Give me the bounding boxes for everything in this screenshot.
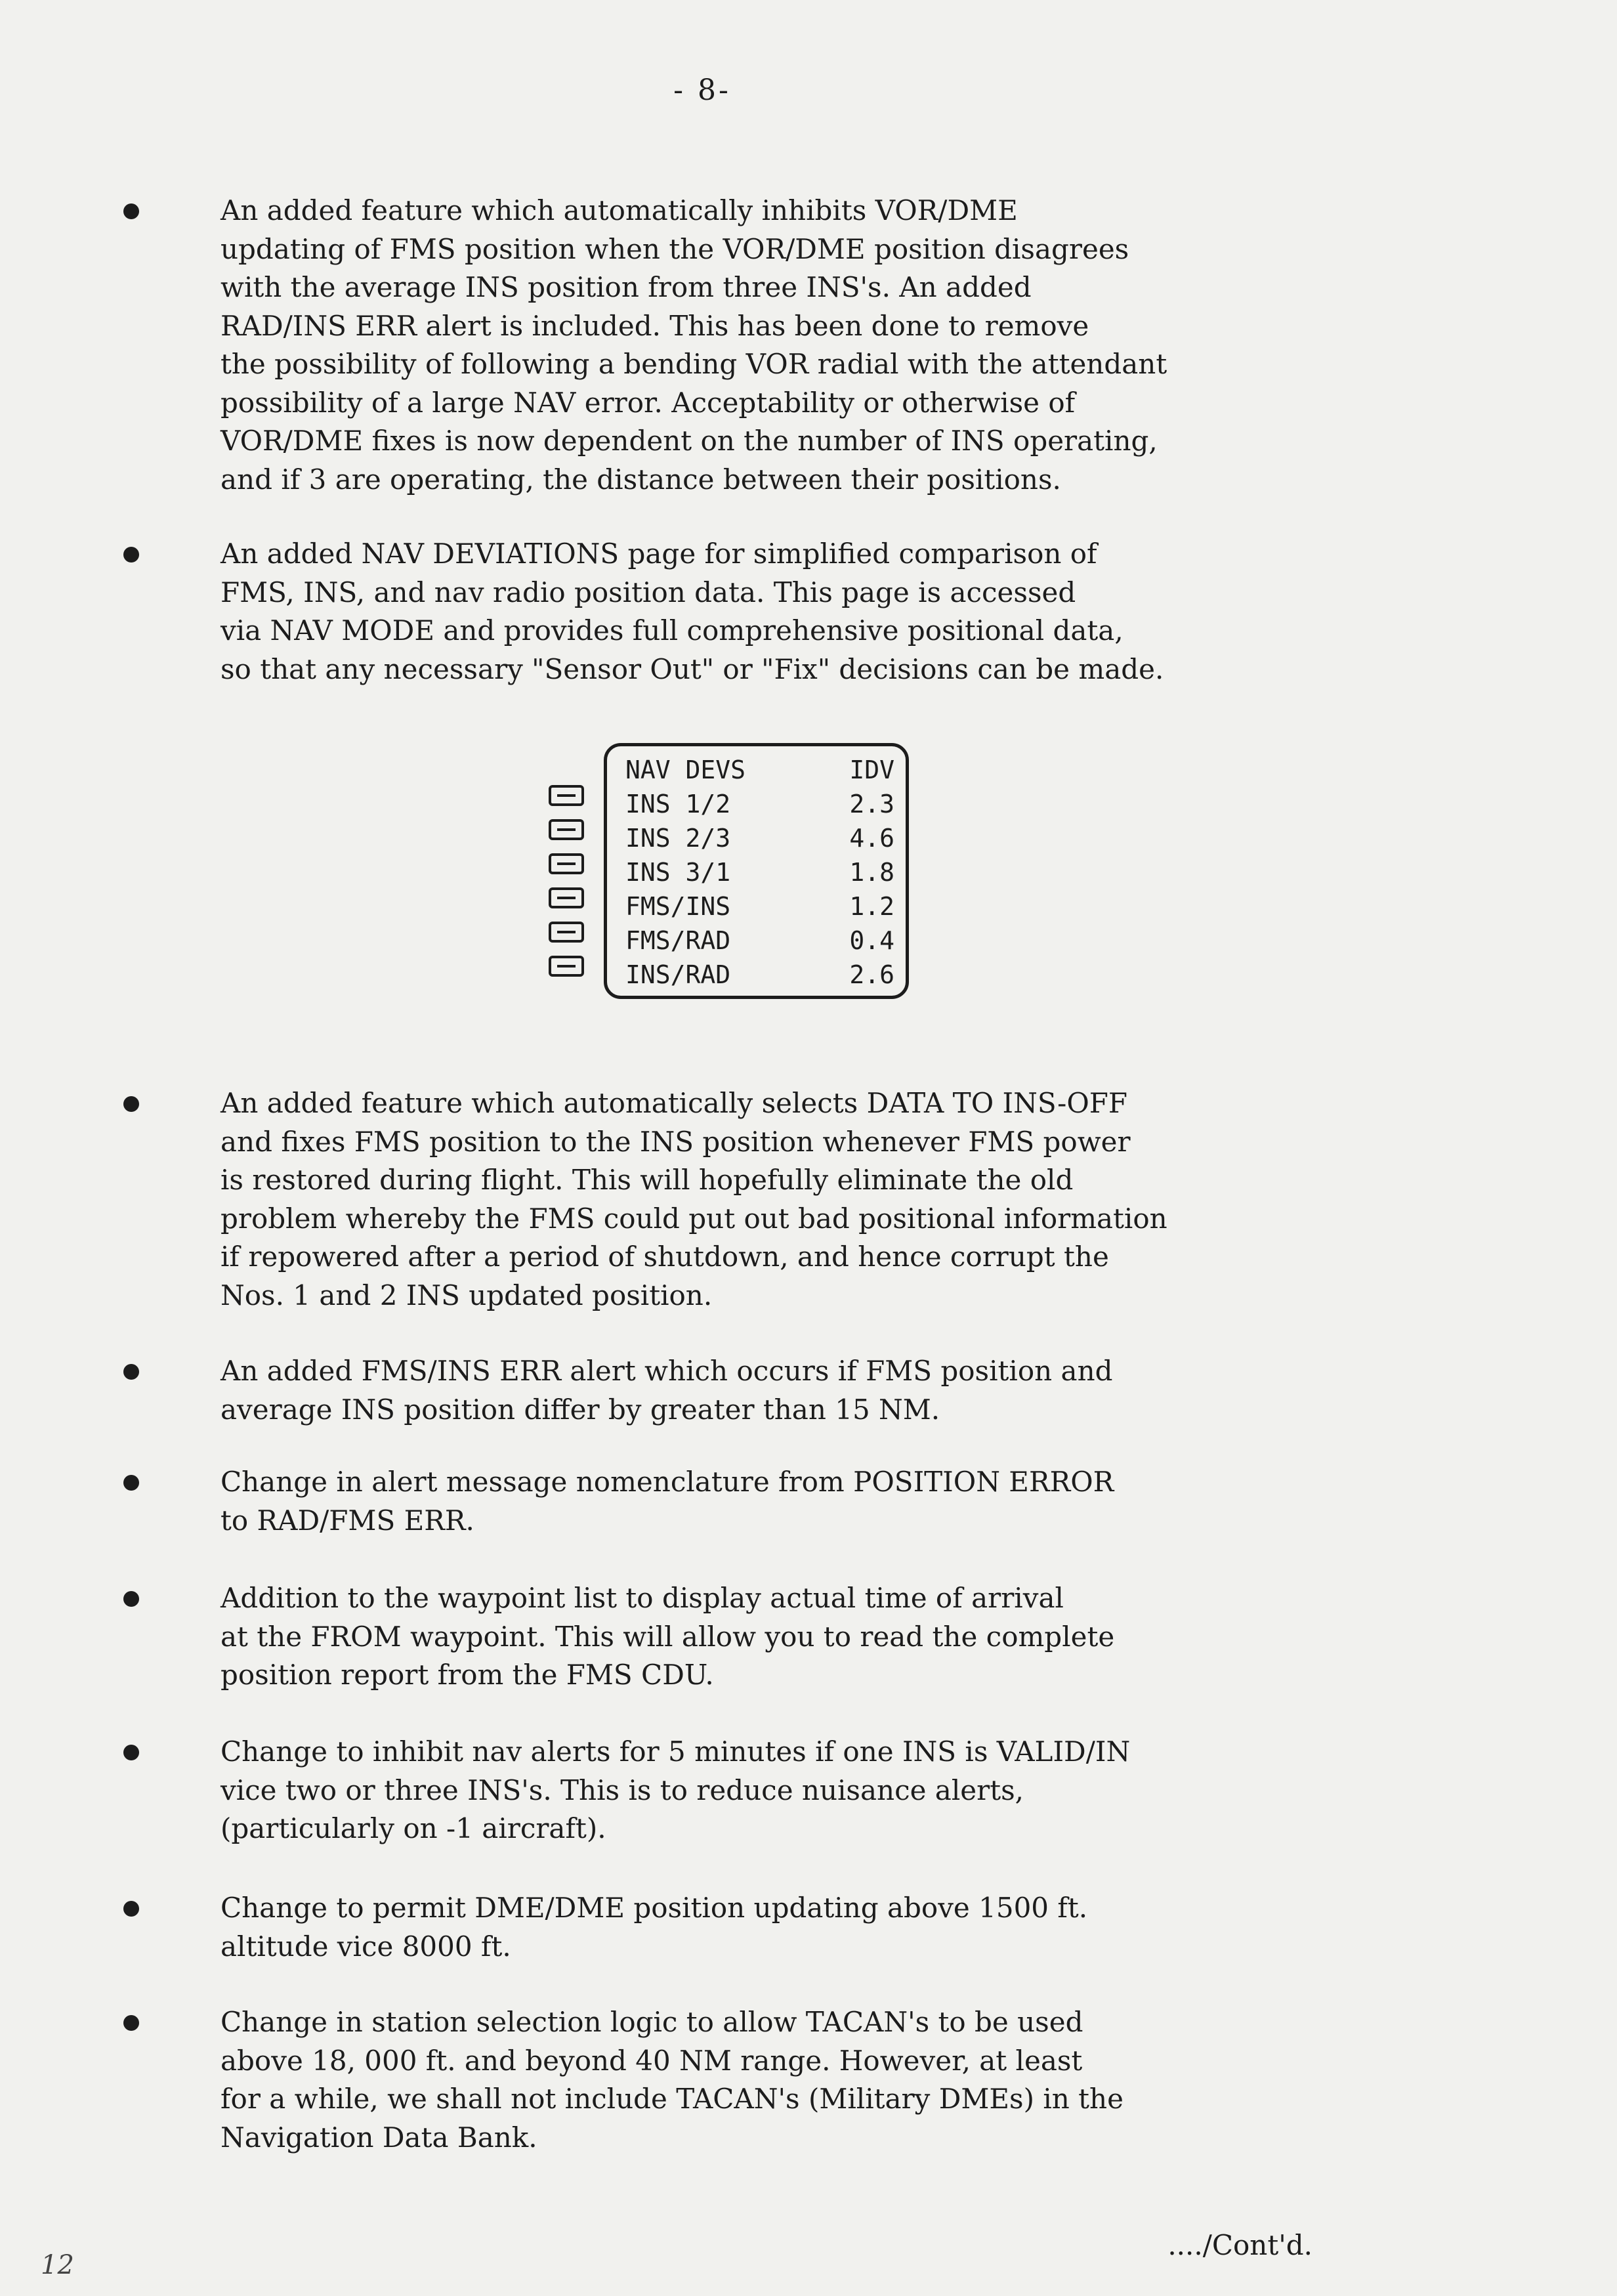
text-line: if repowered after a period of shutdown, and hence corrupt the xyxy=(220,1241,1109,1273)
margin-note: 12 xyxy=(41,2250,74,2280)
cdu-row-value: 1.8 xyxy=(849,858,894,887)
paragraph xyxy=(220,1579,1441,1695)
cdu-row-label: INS 3/1 xyxy=(625,858,731,887)
cdu-row-value: 0.4 xyxy=(849,926,894,955)
text-line: to RAD/FMS ERR. xyxy=(220,1504,474,1537)
text-line: An added feature which automatically inhibits VOR/DME xyxy=(220,194,1018,226)
line-select-key-icon xyxy=(549,956,584,977)
line-select-key-icon xyxy=(549,887,584,908)
paragraph xyxy=(220,1889,1441,1966)
line-select-key-icon xyxy=(549,922,584,943)
bullet-icon xyxy=(123,2015,139,2031)
cdu-row xyxy=(625,960,894,994)
cdu-line-select-keys xyxy=(549,785,588,989)
bullet-icon xyxy=(123,1364,139,1380)
text-line: Change in alert message nomenclature from POSITION ERROR xyxy=(220,1466,1114,1498)
text-line: Addition to the waypoint list to display actual time of arrival xyxy=(220,1582,1064,1614)
text-line: An added feature which automatically selects DATA TO INS-OFF xyxy=(220,1087,1128,1119)
paragraph xyxy=(220,1084,1441,1315)
paragraph xyxy=(220,1733,1441,1848)
text-line: at the FROM waypoint. This will allow you to read the complete xyxy=(220,1620,1115,1653)
text-line: is restored during flight. This will hopefully eliminate the old xyxy=(220,1164,1074,1196)
bullet-icon xyxy=(123,1475,139,1491)
cdu-page-title: NAV DEVS xyxy=(625,755,746,784)
bullet-icon xyxy=(123,1096,139,1112)
paragraph xyxy=(220,535,1441,689)
bullet-icon xyxy=(123,547,139,563)
paragraph xyxy=(220,1352,1441,1429)
cdu-row xyxy=(625,790,894,824)
line-select-key-icon xyxy=(549,853,584,874)
text-line: Change to inhibit nav alerts for 5 minutes if one INS is VALID/IN xyxy=(220,1735,1131,1768)
text-line: Nos. 1 and 2 INS updated position. xyxy=(220,1279,713,1311)
text-line: Change in station selection logic to allow TACAN's to be used xyxy=(220,2006,1083,2038)
text-line: VOR/DME fixes is now dependent on the number of INS operating, xyxy=(220,425,1158,457)
text-line: Navigation Data Bank. xyxy=(220,2121,537,2154)
paragraph xyxy=(220,1463,1441,1540)
text-line: problem whereby the FMS could put out bad positional information xyxy=(220,1202,1167,1235)
cdu-row-label: INS 1/2 xyxy=(625,790,731,818)
cdu-row-label: FMS/INS xyxy=(625,892,731,921)
cdu-nav-devs-display xyxy=(604,743,909,999)
line-select-key-icon xyxy=(549,819,584,840)
cdu-row xyxy=(625,926,894,960)
text-line: average INS position differ by greater than 15 NM. xyxy=(220,1393,940,1426)
text-line: position report from the FMS CDU. xyxy=(220,1659,714,1691)
continued-note: ..../Cont'd. xyxy=(1167,2229,1312,2261)
text-line: via NAV MODE and provides full comprehensive positional data, xyxy=(220,614,1124,647)
bullet-icon xyxy=(123,203,139,219)
text-line: updating of FMS position when the VOR/DME position disagrees xyxy=(220,232,1129,265)
cdu-column-header: IDV xyxy=(849,755,894,784)
bullet-icon xyxy=(123,1901,139,1917)
text-line: RAD/INS ERR alert is included. This has been done to remove xyxy=(220,309,1089,342)
text-line: FMS, INS, and nav radio position data. This page is accessed xyxy=(220,576,1076,608)
text-line: (particularly on -1 aircraft). xyxy=(220,1812,606,1844)
cdu-row xyxy=(625,892,894,926)
text-line: above 18, 000 ft. and beyond 40 NM range. However, at least xyxy=(220,2044,1083,2077)
text-line: with the average INS position from three INS's. An added xyxy=(220,271,1032,303)
text-line: Change to permit DME/DME position updating above 1500 ft. xyxy=(220,1892,1088,1924)
text-line: possibility of a large NAV error. Acceptability or otherwise of xyxy=(220,386,1076,419)
paragraph xyxy=(220,2003,1441,2157)
cdu-row xyxy=(625,858,894,892)
bullet-icon xyxy=(123,1745,139,1760)
text-line: and fixes FMS position to the INS position whenever FMS power xyxy=(220,1125,1131,1158)
cdu-row-value: 1.2 xyxy=(849,892,894,921)
cdu-row-value: 2.3 xyxy=(849,790,894,818)
cdu-row-label: INS/RAD xyxy=(625,960,731,989)
bullet-icon xyxy=(123,1591,139,1607)
text-line: altitude vice 8000 ft. xyxy=(220,1930,511,1963)
cdu-row-label: FMS/RAD xyxy=(625,926,731,955)
paragraph xyxy=(220,192,1441,499)
line-select-key-icon xyxy=(549,785,584,806)
cdu-row-value: 2.6 xyxy=(849,960,894,989)
text-line: and if 3 are operating, the distance between their positions. xyxy=(220,463,1061,496)
text-line: for a while, we shall not include TACAN's (Military DMEs) in the xyxy=(220,2083,1124,2115)
text-line: vice two or three INS's. This is to reduce nuisance alerts, xyxy=(220,1774,1024,1806)
text-line: An added FMS/INS ERR alert which occurs if FMS position and xyxy=(220,1355,1113,1387)
text-line: so that any necessary "Sensor Out" or "Fix" decisions can be made. xyxy=(220,652,1164,685)
text-line: the possibility of following a bending VOR radial with the attendant xyxy=(220,348,1167,380)
cdu-row-value: 4.6 xyxy=(849,824,894,853)
cdu-header-row xyxy=(625,755,894,790)
page-number: - 8- xyxy=(673,74,731,107)
text-line: An added NAV DEVIATIONS page for simplified comparison of xyxy=(220,538,1097,570)
cdu-row xyxy=(625,824,894,858)
cdu-row-label: INS 2/3 xyxy=(625,824,731,853)
